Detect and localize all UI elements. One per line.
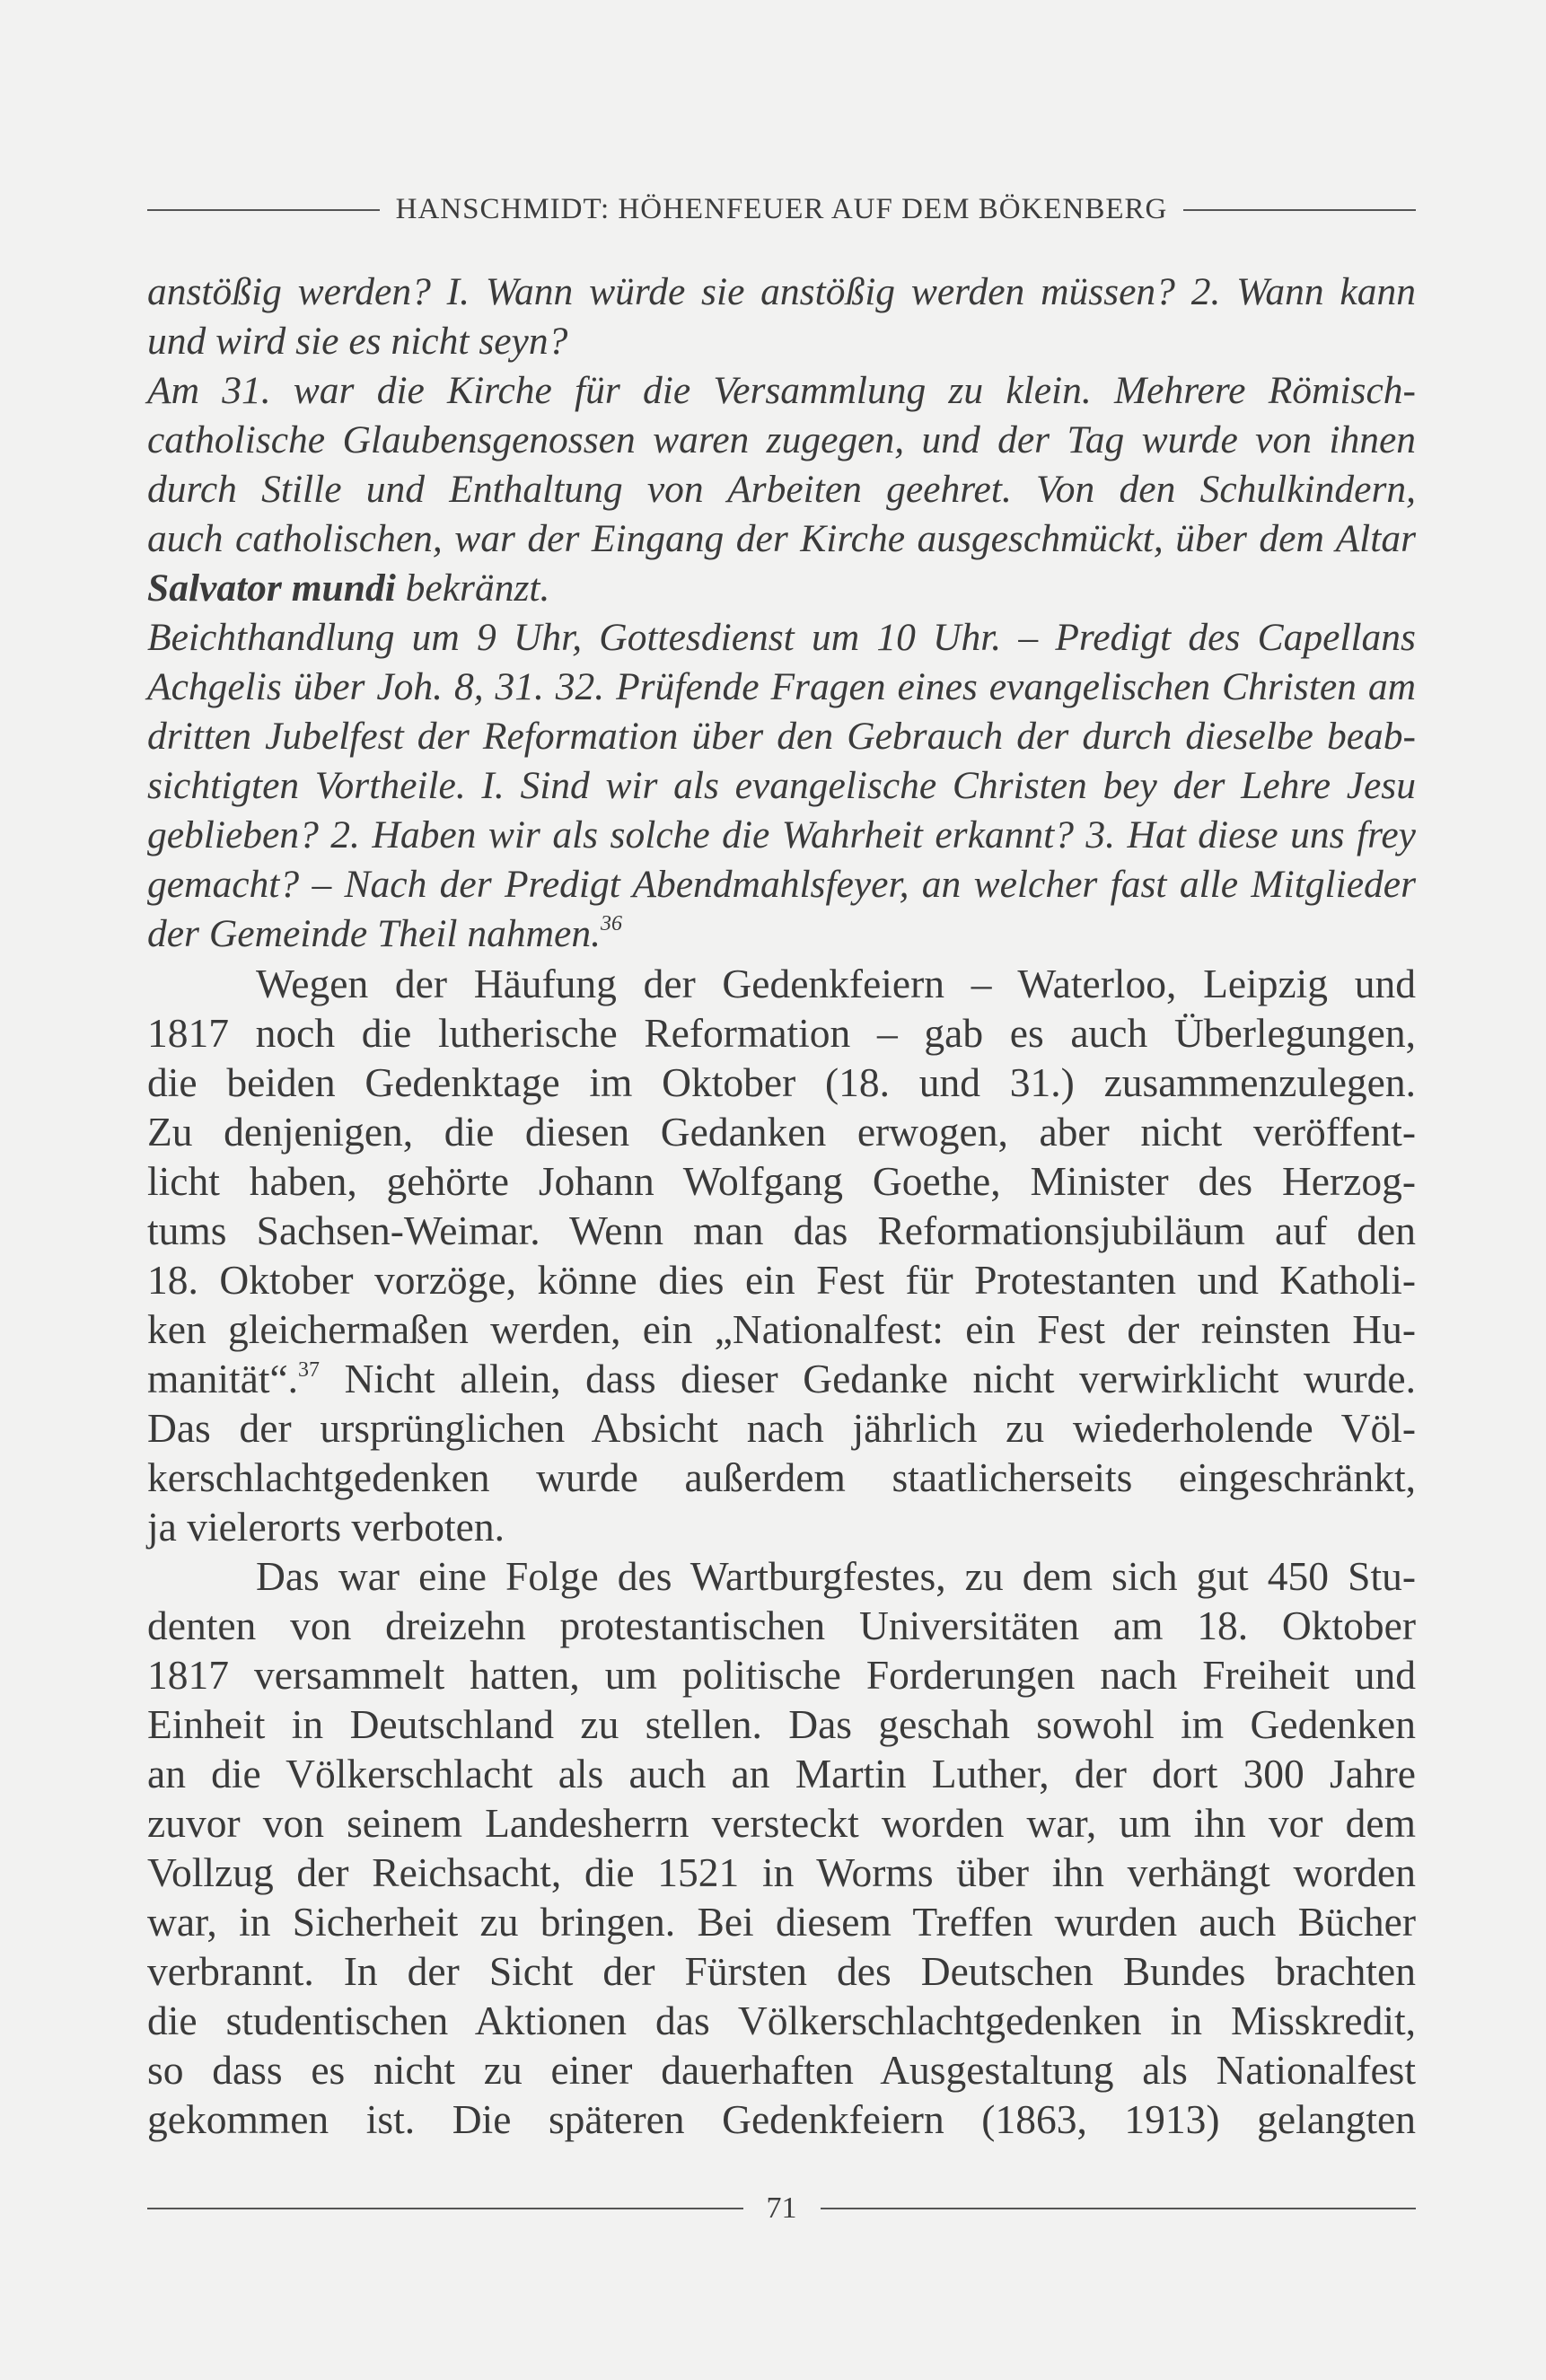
quote-line: Achgelis über Joh. 8, 31. 32. Prüfende Fragen eines evangelischen Christen am [147,665,1416,708]
quote-line: Am 31. war die Kirche für die Versammlung zu klein. Mehrere Römisch- [147,369,1416,412]
header-rule-right [1183,209,1416,211]
body-line: 1817 versammelt hatten, um politische Forderungen nach Freiheit und [147,1652,1416,1698]
running-title: HANSCHMIDT: HÖHENFEUER AUF DEM BÖKENBERG [395,193,1168,225]
quote-line-salvator [147,564,1416,613]
quote-line: anstößig werden? I. Wann würde sie anstößig werden müssen? 2. Wann kann [147,270,1416,313]
page-content [147,268,1416,2144]
quote-line: gemacht? – Nach der Predigt Abendmahlsfeyer, an welcher fast alle Mitglieder [147,863,1416,906]
quote-line: durch Stille und Enthaltung von Arbeiten geehret. Von den Schulkindern, [147,468,1416,511]
quote-last-text: der Gemeinde Theil nahmen. [147,912,601,955]
quote-line: dritten Jubelfest der Reformation über den Gebrauch der durch dieselbe beab- [147,715,1416,758]
body-line: licht haben, gehörte Johann Wolfgang Goethe, Minister des Herzog- [147,1158,1416,1204]
body-line: die studentischen Aktionen das Völkerschlachtgedenken in Misskredit, [147,1998,1416,2043]
quote-line: auch catholischen, war der Eingang der Kirche ausgeschmückt, über dem Altar [147,517,1416,560]
body-paragraph-1 [147,959,1416,1551]
body-line-part-a: manität“. [147,1356,299,1401]
body-line: die beiden Gedenktage im Oktober (18. und 31.) zusammenzulegen. [147,1059,1416,1105]
body-line: Das der ursprünglichen Absicht nach jährlich zu wiederholende Völ- [147,1405,1416,1451]
body-line-part-b: Nicht allein, dass dieser Gedanke nicht verwirklicht wurde. [320,1356,1416,1401]
quote-line-final [147,909,1416,959]
body-line: 18. Oktober vorzöge, könne dies ein Fest für Protestanten und Katholi- [147,1257,1416,1303]
body-line-footnote-37 [147,1354,1416,1403]
quote-line: sichtigten Vortheile. I. Sind wir als evangelische Christen bey der Lehre Jesu [147,764,1416,807]
salvator-mundi-bold: Salvator mundi [147,566,396,610]
header-rule-left [147,209,380,211]
body-line: zuvor von seinem Landesherrn versteckt worden war, um ihn vor dem [147,1800,1416,1846]
body-line: so dass es nicht zu einer dauerhaften Ausgestaltung als Nationalfest [147,2047,1416,2093]
body-line: Vollzug der Reichsacht, die 1521 in Worms über ihn verhängt worden [147,1849,1416,1895]
footnote-ref-36: 36 [600,912,622,935]
quote-line: Beichthandlung um 9 Uhr, Gottesdienst um 10 Uhr. – Predigt des Capellans [147,616,1416,659]
running-header [147,193,1416,226]
body-line: verbrannt. In der Sicht der Fürsten des Deutschen Bundes brachten [147,1948,1416,1994]
quote-line: catholische Glaubensgenossen waren zugegen, und der Tag wurde von ihnen [147,418,1416,461]
body-line: ken gleichermaßen werden, ein „Nationalfest: ein Fest der reinsten Hu- [147,1306,1416,1352]
body-paragraph-2 [147,1551,1416,2144]
body-line: an die Völkerschlacht als auch an Martin Luther, der dort 300 Jahre [147,1751,1416,1796]
quote-line: geblieben? 2. Haben wir als solche die Wahrheit erkannt? 3. Hat diese uns frey [147,813,1416,856]
body-line: war, in Sicherheit zu bringen. Bei diesem Treffen wurden auch Bücher [147,1899,1416,1945]
body-line: Einheit in Deutschland zu stellen. Das geschah sowohl im Gedenken [147,1701,1416,1747]
body-line: gekommen ist. Die späteren Gedenkfeiern (1863, 1913) gelangten [147,2096,1416,2142]
body-line: Zu denjenigen, die diesen Gedanken erwogen, aber nicht veröffent- [147,1109,1416,1155]
page-footer [147,2191,1416,2226]
page-number: 71 [766,2191,797,2225]
salvator-rest: bekränzt. [395,566,550,610]
body-line: Wegen der Häufung der Gedenkfeiern – Waterloo, Leipzig und [256,961,1416,1006]
body-line: Das war eine Folge des Wartburgfestes, zu dem sich gut 450 Stu- [256,1553,1416,1599]
body-line: tums Sachsen-Weimar. Wenn man das Reformationsjubiläum auf den [147,1208,1416,1253]
body-line: ja vielerorts verboten. [147,1504,505,1550]
quoted-source-block [147,268,1416,959]
footnote-ref-37: 37 [298,1358,321,1382]
footer-rule-left [147,2208,743,2209]
quote-line: und wird sie es nicht seyn? [147,320,568,363]
body-line: denten von dreizehn protestantischen Universitäten am 18. Oktober [147,1603,1416,1648]
body-line: kerschlachtgedenken wurde außerdem staatlicherseits eingeschränkt, [147,1454,1416,1500]
footer-rule-right [821,2208,1417,2209]
body-line: 1817 noch die lutherische Reformation – gab es auch Überlegungen, [147,1010,1416,1056]
